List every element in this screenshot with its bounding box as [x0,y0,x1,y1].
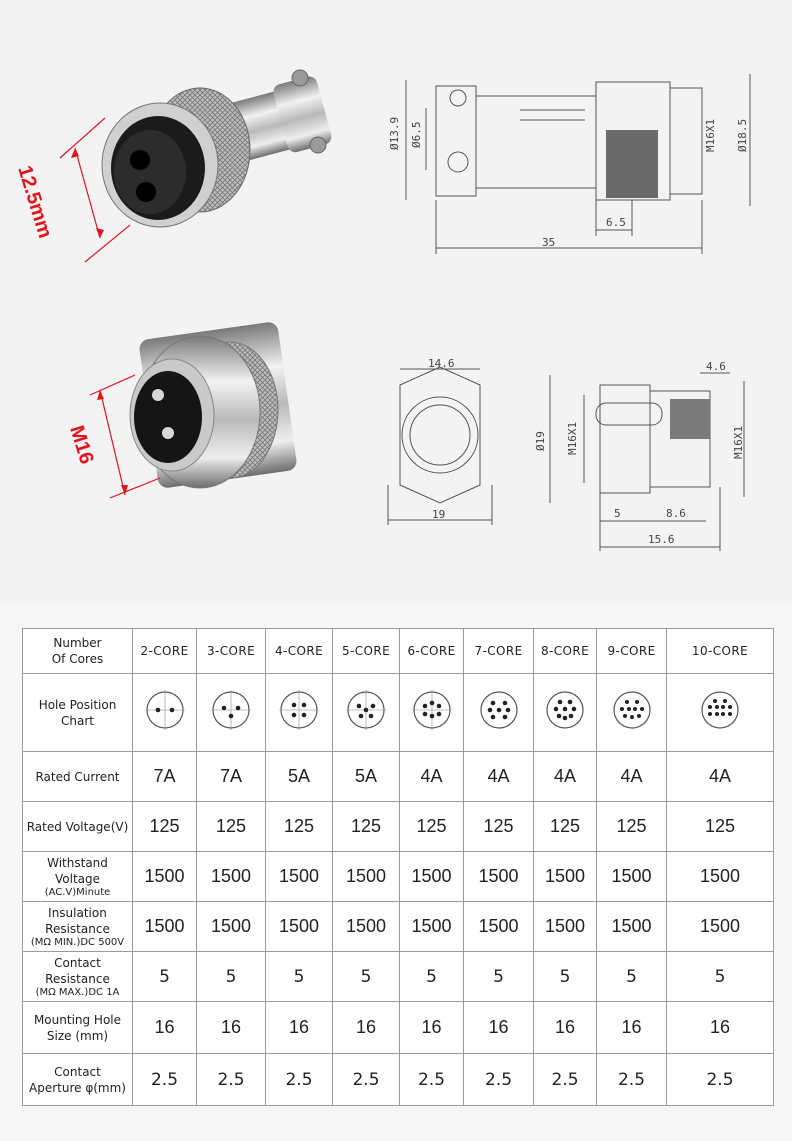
pin-dot [302,703,307,708]
dim-flange: 4.6 [706,360,726,373]
hole-chart-cell [667,674,774,752]
pin-dot [422,704,427,709]
table-row-voltage [23,802,774,852]
value-cell: 7A [197,752,266,802]
value-cell: 5 [464,952,534,1002]
value-cell: 16 [667,1002,774,1054]
pin-dot [429,714,434,719]
value-cell: 1500 [597,902,667,952]
pin-dot [364,708,369,713]
pin-dot [640,707,644,711]
dim-length-b: 8.6 [666,507,686,520]
dim-length-a: 5 [614,507,621,520]
value-cell: 1500 [266,852,333,902]
dim-hex-bottom: 19 [432,508,446,521]
value-cell: 2.5 [534,1054,597,1106]
table-row-holes [23,674,774,752]
female-connector-photo [0,0,360,300]
hole-chart-cell [197,674,266,752]
male-thread-label: M16 [65,423,98,467]
pin-dot [487,708,492,713]
dim-thread: M16X1 [704,118,717,152]
hole-position-icon [209,688,253,732]
value-cell: 2.5 [266,1054,333,1106]
pin-dot [369,714,374,719]
pin-dot [620,707,624,711]
hole-position-icon [610,688,654,732]
dim-inner-diameter: Ø6.5 [410,121,423,148]
pin-dot [371,704,376,709]
pin-dot [357,704,362,709]
hole-position-icon [410,688,454,732]
value-cell: 1500 [667,852,774,902]
pin-dot [625,700,629,704]
col-header: 8-CORE [534,629,597,674]
value-cell: 16 [400,1002,464,1054]
value-cell: 5 [597,952,667,1002]
row-label-mounting: Mounting Hole Size (mm) [23,1002,133,1054]
value-cell: 16 [266,1002,333,1054]
pin-dot [563,716,568,721]
pin-dot [502,701,507,706]
pin-dot [630,715,634,719]
pin-dot [557,714,562,719]
col-header: 7-CORE [464,629,534,674]
value-cell: 5 [400,952,464,1002]
value-cell: 1500 [197,852,266,902]
value-cell: 5 [266,952,333,1002]
value-cell: 2.5 [464,1054,534,1106]
value-cell: 1500 [333,852,400,902]
col-header: 10-CORE [667,629,774,674]
value-cell: 16 [597,1002,667,1054]
male-connector-photo [0,300,360,600]
pin-dot [490,701,495,706]
value-cell: 1500 [534,852,597,902]
value-cell: 1500 [333,902,400,952]
value-cell: 5A [266,752,333,802]
row-label-voltage: Rated Voltage(V) [23,802,133,852]
col-header: 9-CORE [597,629,667,674]
pin-dot [292,703,297,708]
pin-dot [572,707,577,712]
value-cell: 5 [534,952,597,1002]
pin-dot [721,705,725,709]
row-label-hole: Hole Position Chart [23,674,133,752]
value-cell: 2.5 [400,1054,464,1106]
table-row-aperture [23,1054,774,1106]
pin-dot [721,712,725,716]
front-hex-drawing [380,355,510,535]
table-row-insulation [23,902,774,952]
col-header: 2-CORE [133,629,197,674]
hole-position-icon [543,688,587,732]
pin-chart-ring [614,692,650,728]
pin-dot [637,714,641,718]
value-cell: 1500 [266,902,333,952]
value-cell: 1500 [464,902,534,952]
pin-dot [505,708,510,713]
pin-dot [422,712,427,717]
value-cell: 1500 [133,902,197,952]
pin-dot [236,706,241,711]
value-cell: 125 [667,802,774,852]
hole-chart-cell [400,674,464,752]
value-cell: 1500 [667,902,774,952]
dim-thread-right: M16X1 [732,425,745,459]
pin-dot [169,708,174,713]
value-cell: 5 [197,952,266,1002]
pin-dot [715,705,719,709]
hole-position-icon [698,688,742,732]
value-cell: 7A [133,752,197,802]
value-cell: 125 [597,802,667,852]
table-row-contact-resistance [23,952,774,1002]
hole-position-icon [143,688,187,732]
pin-dot [623,714,627,718]
pin-dot [292,713,297,718]
row-label-aperture: Contact Aperture φ(mm) [23,1054,133,1106]
hole-position-icon [344,688,388,732]
pin-dot [490,715,495,720]
pin-dot [429,701,434,706]
value-cell: 125 [197,802,266,852]
value-cell: 4A [534,752,597,802]
hole-position-icon [477,688,521,732]
pin-dot [728,705,732,709]
table-row-current [23,752,774,802]
pin-chart-ring [702,692,738,728]
value-cell: 16 [333,1002,400,1054]
value-cell: 4A [667,752,774,802]
dim-body-diameter: Ø19 [534,431,547,451]
pin-dot [723,699,727,703]
value-cell: 5A [333,752,400,802]
value-cell: 2.5 [597,1054,667,1106]
pin-dot [708,712,712,716]
pin-dot [222,706,227,711]
value-cell: 1500 [534,902,597,952]
pin-dot [436,712,441,717]
pin-dot [436,704,441,709]
value-cell: 1500 [400,852,464,902]
dim-max-diameter: Ø18.5 [736,118,749,152]
pin-dot [359,714,364,719]
value-cell: 16 [133,1002,197,1054]
value-cell: 1500 [464,852,534,902]
value-cell: 4A [400,752,464,802]
pin-dot [728,712,732,716]
dim-thread-left: M16X1 [566,421,579,455]
hole-chart-cell [266,674,333,752]
pin-dot [569,714,574,719]
value-cell: 2.5 [333,1054,400,1106]
pin-dot [635,700,639,704]
col-header: 4-CORE [266,629,333,674]
dim-total-length: 35 [542,236,556,249]
hole-chart-cell [333,674,400,752]
value-cell: 5 [667,952,774,1002]
value-cell: 1500 [597,852,667,902]
dim-length-total: 15.6 [648,533,675,546]
table-row-header [23,629,774,674]
row-label-current: Rated Current [23,752,133,802]
table-row-withstand [23,852,774,902]
value-cell: 125 [464,802,534,852]
pin-dot [633,707,637,711]
value-cell: 1500 [197,902,266,952]
pin-dot [155,708,160,713]
value-cell: 2.5 [133,1054,197,1106]
value-cell: 5 [133,952,197,1002]
pin-dot [558,700,563,705]
dim-outer-diameter: Ø13.9 [388,116,401,150]
female-dimension-drawing [370,60,780,270]
female-diameter-label: 12.5mm [13,163,57,241]
hole-chart-cell [464,674,534,752]
value-cell: 125 [133,802,197,852]
pin-dot [302,713,307,718]
hole-position-icon [277,688,321,732]
value-cell: 16 [464,1002,534,1054]
value-cell: 2.5 [197,1054,266,1106]
value-cell: 4A [464,752,534,802]
pin-dot [568,700,573,705]
spec-table [22,628,774,1106]
row-label-contact-resistance: Contact Resistance (MΩ MAX.)DC 1A [23,952,133,1002]
value-cell: 125 [534,802,597,852]
pin-dot [554,707,559,712]
value-cell: 125 [266,802,333,852]
dim-small-length: 6.5 [606,216,626,229]
col-header: 5-CORE [333,629,400,674]
pin-dot [229,714,234,719]
hole-chart-cell [534,674,597,752]
pin-dot [713,699,717,703]
male-side-drawing [530,355,770,555]
dim-hex-top: 14.6 [428,357,455,370]
value-cell: 4A [597,752,667,802]
row-label-cores: Number Of Cores [23,629,133,674]
pin-dot [627,707,631,711]
row-label-withstand: Withstand Voltage (AC.V)Minute [23,852,133,902]
value-cell: 125 [333,802,400,852]
pin-dot [563,707,568,712]
pin-dot [496,708,501,713]
hole-chart-cell [133,674,197,752]
value-cell: 5 [333,952,400,1002]
col-header: 6-CORE [400,629,464,674]
pin-dot [715,712,719,716]
value-cell: 125 [400,802,464,852]
value-cell: 1500 [133,852,197,902]
value-cell: 16 [197,1002,266,1054]
pin-dot [708,705,712,709]
value-cell: 2.5 [667,1054,774,1106]
value-cell: 1500 [400,902,464,952]
value-cell: 16 [534,1002,597,1054]
table-row-mounting [23,1002,774,1054]
row-label-insulation: Insulation Resistance (MΩ MIN.)DC 500V [23,902,133,952]
col-header: 3-CORE [197,629,266,674]
hole-chart-cell [597,674,667,752]
pin-dot [502,715,507,720]
